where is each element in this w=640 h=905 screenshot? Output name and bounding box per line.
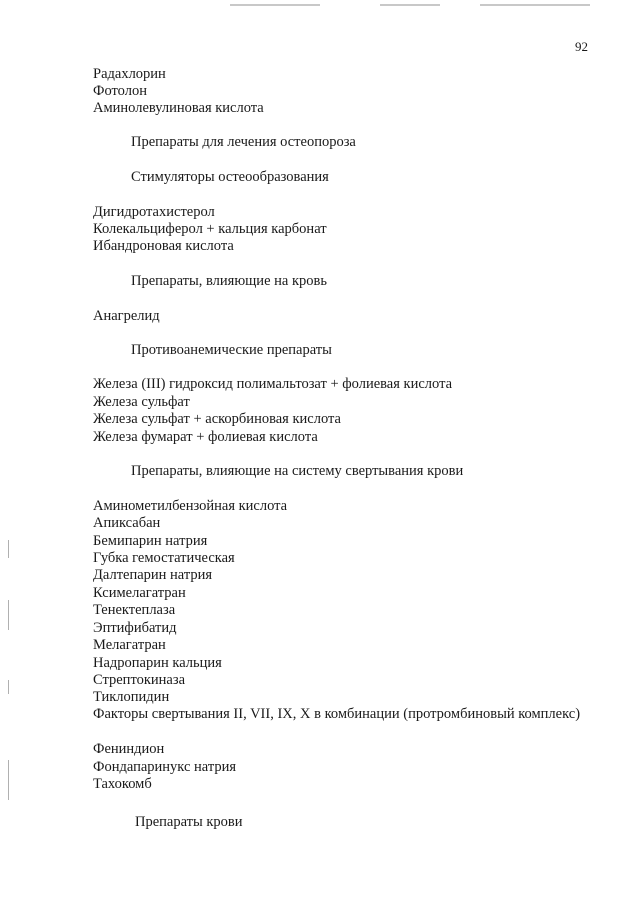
scan-artifact-top	[230, 4, 320, 6]
scan-artifact-margin	[8, 540, 9, 558]
list-item: Мелагатран	[93, 637, 166, 653]
scan-artifact-top	[380, 4, 440, 6]
section-heading: Препараты, влияющие на кровь	[131, 273, 327, 289]
list-item: Аминометилбензойная кислота	[93, 498, 288, 514]
list-item: Дигидротахистерол	[93, 204, 215, 220]
list-item: Губка гемостатическая	[93, 550, 235, 566]
list-item: Фотолон	[93, 83, 147, 99]
list-item: Анагрелид	[93, 308, 160, 324]
list-item: Ксимелагатран	[93, 585, 186, 601]
list-item: Колекальциферол + кальция карбонат	[93, 221, 327, 237]
section-heading: Стимуляторы остеообразования	[131, 169, 329, 185]
scan-artifact-margin	[8, 760, 9, 800]
list-item: Тиклопидин	[93, 689, 170, 705]
scan-artifact-top	[480, 4, 590, 6]
list-item: Железа (III) гидроксид полимальтозат + фолиевая кислота	[93, 376, 453, 392]
list-item: Эптифибатид	[93, 620, 177, 636]
list-item: Надропарин кальция	[93, 655, 222, 671]
list-item: Аминолевулиновая кислота	[93, 100, 264, 116]
list-item: Бемипарин натрия	[93, 533, 208, 549]
scan-artifact-margin	[8, 680, 9, 694]
list-item: Фондапаринукс натрия	[93, 759, 237, 775]
scan-artifact-margin	[8, 600, 9, 630]
list-item: Стрептокиназа	[93, 672, 185, 688]
list-item: Фениндион	[93, 741, 165, 757]
list-item: Апиксабан	[93, 515, 161, 531]
list-item: Тенектеплаза	[93, 602, 176, 618]
list-item: Далтепарин натрия	[93, 567, 213, 583]
list-item: Тахокомб	[93, 776, 152, 792]
section-heading: Противоанемические препараты	[131, 342, 332, 358]
page-number: 92	[575, 39, 588, 54]
list-item: Радахлорин	[93, 66, 166, 82]
section-heading: Препараты крови	[135, 814, 243, 830]
section-heading: Препараты для лечения остеопороза	[131, 134, 356, 150]
section-heading: Препараты, влияющие на систему свертывания крови	[131, 463, 464, 479]
list-item: Железа сульфат + аскорбиновая кислота	[93, 411, 341, 427]
list-item: Ибандроновая кислота	[93, 238, 234, 254]
list-item-multiline: Факторы свертывания II, VII, IX, X в комбинации (протромбиновый комплекс)	[93, 706, 581, 722]
list-item: Железа фумарат + фолиевая кислота	[93, 429, 318, 445]
list-item: Железа сульфат	[93, 394, 190, 410]
